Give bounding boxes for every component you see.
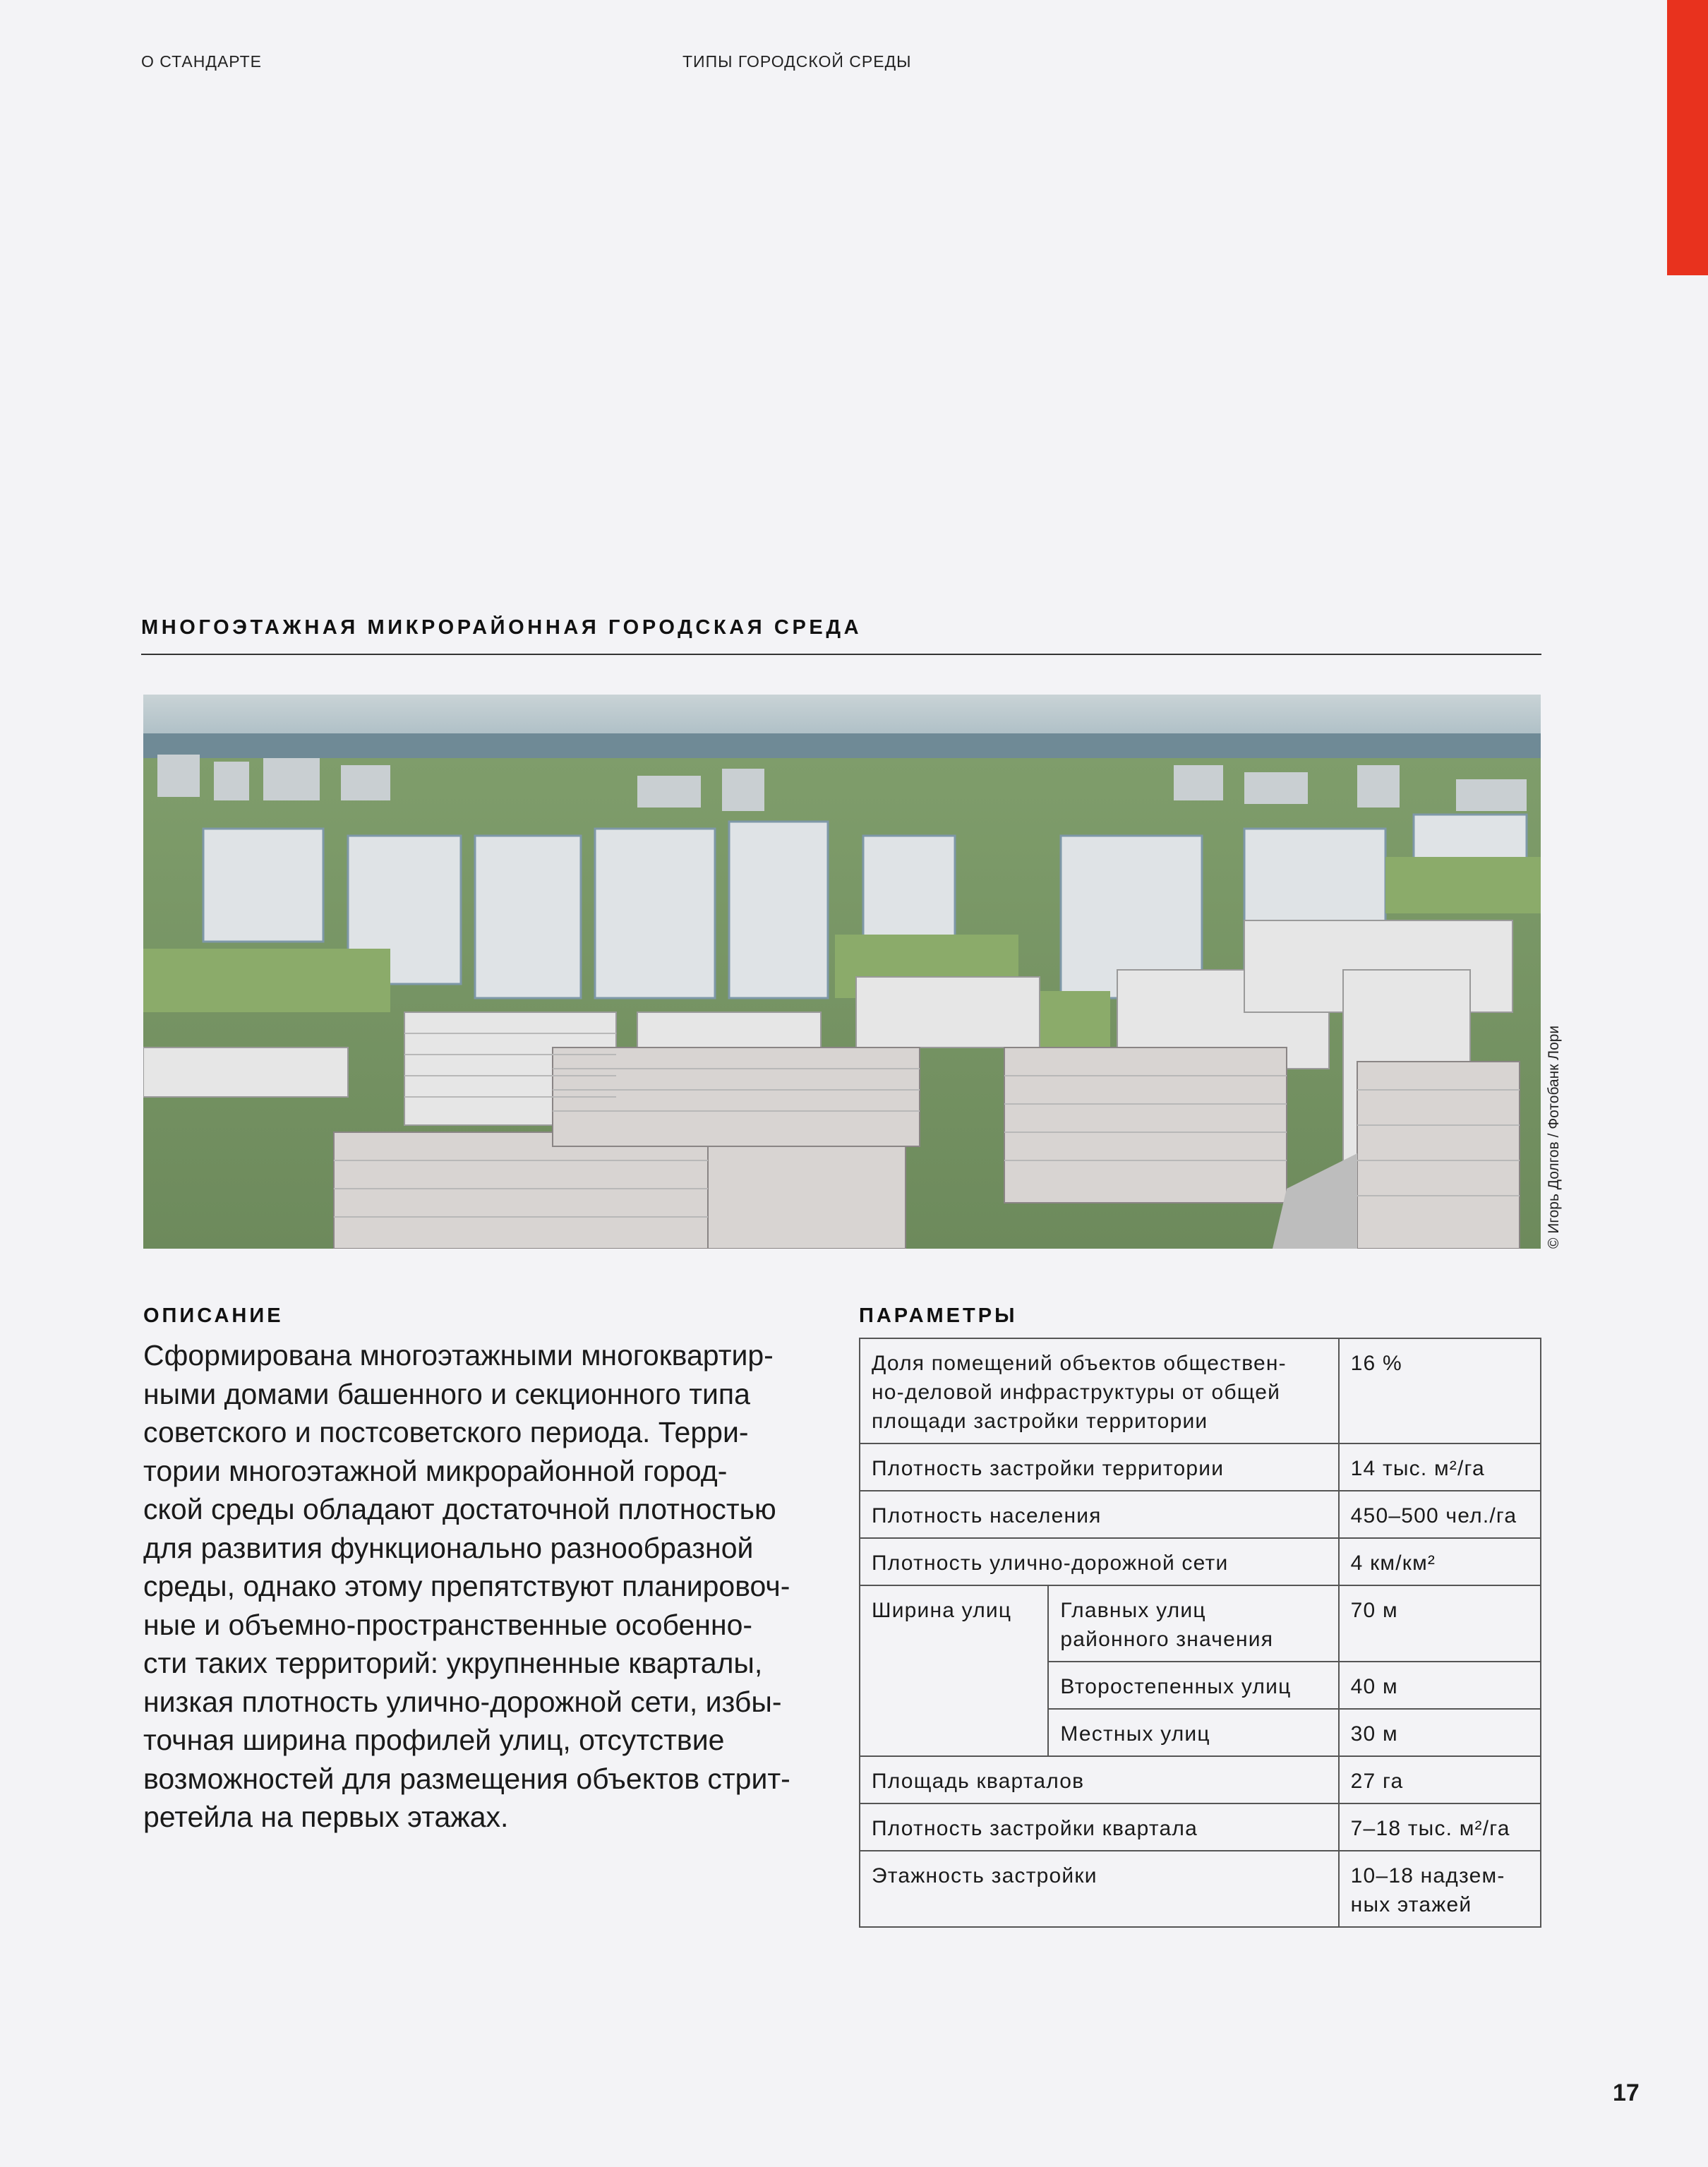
param-label: Плотность улично-дорожной сети	[860, 1538, 1339, 1585]
param-label: Доля помещений объектов обществен- но-деловой инфраструктуры от общей площади застройки территории	[860, 1338, 1339, 1443]
param-sublabel: Второстепенных улиц	[1048, 1662, 1338, 1709]
table-row	[860, 1585, 1541, 1662]
table-row	[860, 1756, 1541, 1803]
param-value: 27 га	[1339, 1756, 1541, 1803]
table-row	[860, 1538, 1541, 1585]
section-color-tab	[1667, 0, 1708, 275]
param-value: 10–18 надзем- ных этажей	[1339, 1851, 1541, 1927]
description-heading: ОПИСАНИЕ	[143, 1304, 284, 1327]
description-text: Сформирована многоэтажными многоквартир- ными домами башенного и секционного типа советского и постсоветского периода. Терри- тории многоэтажной микрорайонной город- ской среды обладают достаточной плотностью для развития функционально разнообразной среды, однако этому препятствуют планировоч- ные и объемно-пространственные особенно- сти таких территорий: укрупненные кварталы, низкая плотность улично-дорожной сети, избы- точная ширина профилей улиц, отсутствие возможностей для размещения объектов стрит- ретейла на первых этажах.	[143, 1339, 790, 1833]
param-value: 450–500 чел./га	[1339, 1491, 1541, 1538]
param-label: Этажность застройки	[860, 1851, 1339, 1927]
param-label: Площадь кварталов	[860, 1756, 1339, 1803]
parameters-heading: ПАРАМЕТРЫ	[859, 1304, 1018, 1327]
param-sublabel: Главных улиц районного значения	[1048, 1585, 1338, 1662]
running-header-left: О СТАНДАРТЕ	[141, 52, 262, 71]
table-row	[860, 1443, 1541, 1491]
title-divider	[141, 654, 1541, 655]
section-title: МНОГОЭТАЖНАЯ МИКРОРАЙОННАЯ ГОРОДСКАЯ СРЕДА	[141, 616, 862, 639]
running-header-right: ТИПЫ ГОРОДСКОЙ СРЕДЫ	[682, 52, 912, 71]
cityscape-photo	[143, 695, 1541, 1249]
param-label: Плотность населения	[860, 1491, 1339, 1538]
param-label: Плотность застройки квартала	[860, 1803, 1339, 1851]
table-row	[860, 1803, 1541, 1851]
param-sublabel: Местных улиц	[1048, 1709, 1338, 1756]
param-value: 14 тыс. м²/га	[1339, 1443, 1541, 1491]
table-row	[860, 1851, 1541, 1927]
param-value: 40 м	[1339, 1662, 1541, 1709]
parameters-table	[859, 1338, 1541, 1928]
param-value: 4 км/км²	[1339, 1538, 1541, 1585]
page-number: 17	[1613, 2079, 1640, 2106]
table-row	[860, 1491, 1541, 1538]
param-value: 30 м	[1339, 1709, 1541, 1756]
param-label: Ширина улиц	[860, 1585, 1048, 1756]
param-label: Плотность застройки территории	[860, 1443, 1339, 1491]
table-row	[860, 1338, 1541, 1443]
param-value: 70 м	[1339, 1585, 1541, 1662]
photo-credit: © Игорь Долгов / Фотобанк Лори	[1546, 1025, 1562, 1249]
param-value: 7–18 тыс. м²/га	[1339, 1803, 1541, 1851]
param-value: 16 %	[1339, 1338, 1541, 1443]
